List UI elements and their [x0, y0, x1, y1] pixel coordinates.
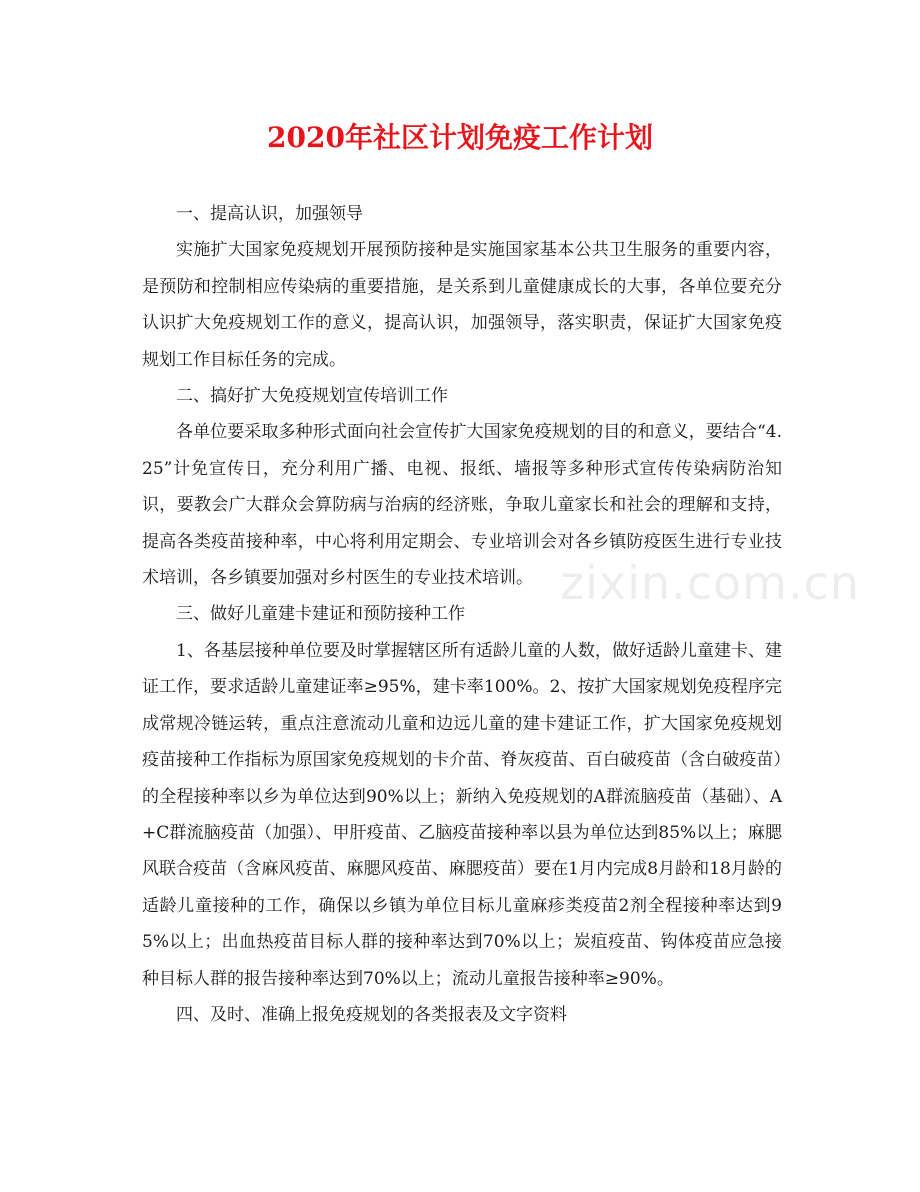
body-paragraph-3: 1、各基层接种单位要及时掌握辖区所有适龄儿童的人数，做好适龄儿童建卡、建证工作，要求适龄儿童建证率≥95%，建卡率100%。2、按扩大国家规划免疫程序完成常规冷链运转，重点注意流动儿童和边远儿童的建卡建证工作，扩大国家免疫规划疫苗接种工作指标为原国家免疫规划的卡介苗、脊灰疫苗、百白破疫苗（含白破疫苗）的全程接种率以乡为单位达到90%以上；新纳入免疫规划的A群流脑疫苗（基础）、A+C群流脑疫苗（加强）、甲肝疫苗、乙脑疫苗接种率以县为单位达到85%以上；麻腮风联合疫苗（含麻风疫苗、麻腮风疫苗、麻腮疫苗）要在1月内完成8月龄和18月龄的适龄儿童接种的工作，确保以乡镇为单位目标儿童麻疹类疫苗2剂全程接种率达到95%以上；出血热疫苗目标人群的接种率达到70%以上；炭疽疫苗、钩体疫苗应急接种目标人群的报告接种率达到70%以上；流动儿童报告接种率≥90%。 — [142, 640, 782, 989]
body-paragraph-1: 实施扩大国家免疫规划开展预防接种是实施国家基本公共卫生服务的重要内容，是预防和控制相应传染病的重要措施，是关系到儿童健康成长的大事，各单位要充分认识扩大免疫规划工作的意义，提高认识，加强领导，落实职责，保证扩大国家免疫规划工作目标任务的完成。 — [142, 240, 782, 370]
body-paragraph-2: 各单位要采取多种形式面向社会宣传扩大国家免疫规划的目的和意义，要结合“4.25”计免宣传日，充分利用广播、电视、报纸、墙报等多种形式宣传传染病防治知识，要教会广大群众会算防病与治病的经济账，争取儿童家长和社会的理解和支持，提高各类疫苗接种率，中心将利用定期会、专业培训会对各乡镇防疫医生进行专业技术培训，各乡镇要加强对乡村医生的专业技术培训。 — [142, 422, 782, 589]
section-heading-3: 三、做好儿童建卡建证和预防接种工作 — [176, 604, 465, 625]
document-body — [142, 196, 782, 1033]
section-heading-2: 二、搞好扩大免疫规划宣传培训工作 — [176, 386, 448, 407]
section-heading-4: 四、及时、准确上报免疫规划的各类报表及文字资料 — [176, 1004, 567, 1025]
section-heading-1: 一、提高认识，加强领导 — [176, 204, 363, 224]
document-title: 2020年社区计划免疫工作计划 — [267, 121, 653, 154]
watermark: zixin.com.cn — [560, 556, 861, 610]
